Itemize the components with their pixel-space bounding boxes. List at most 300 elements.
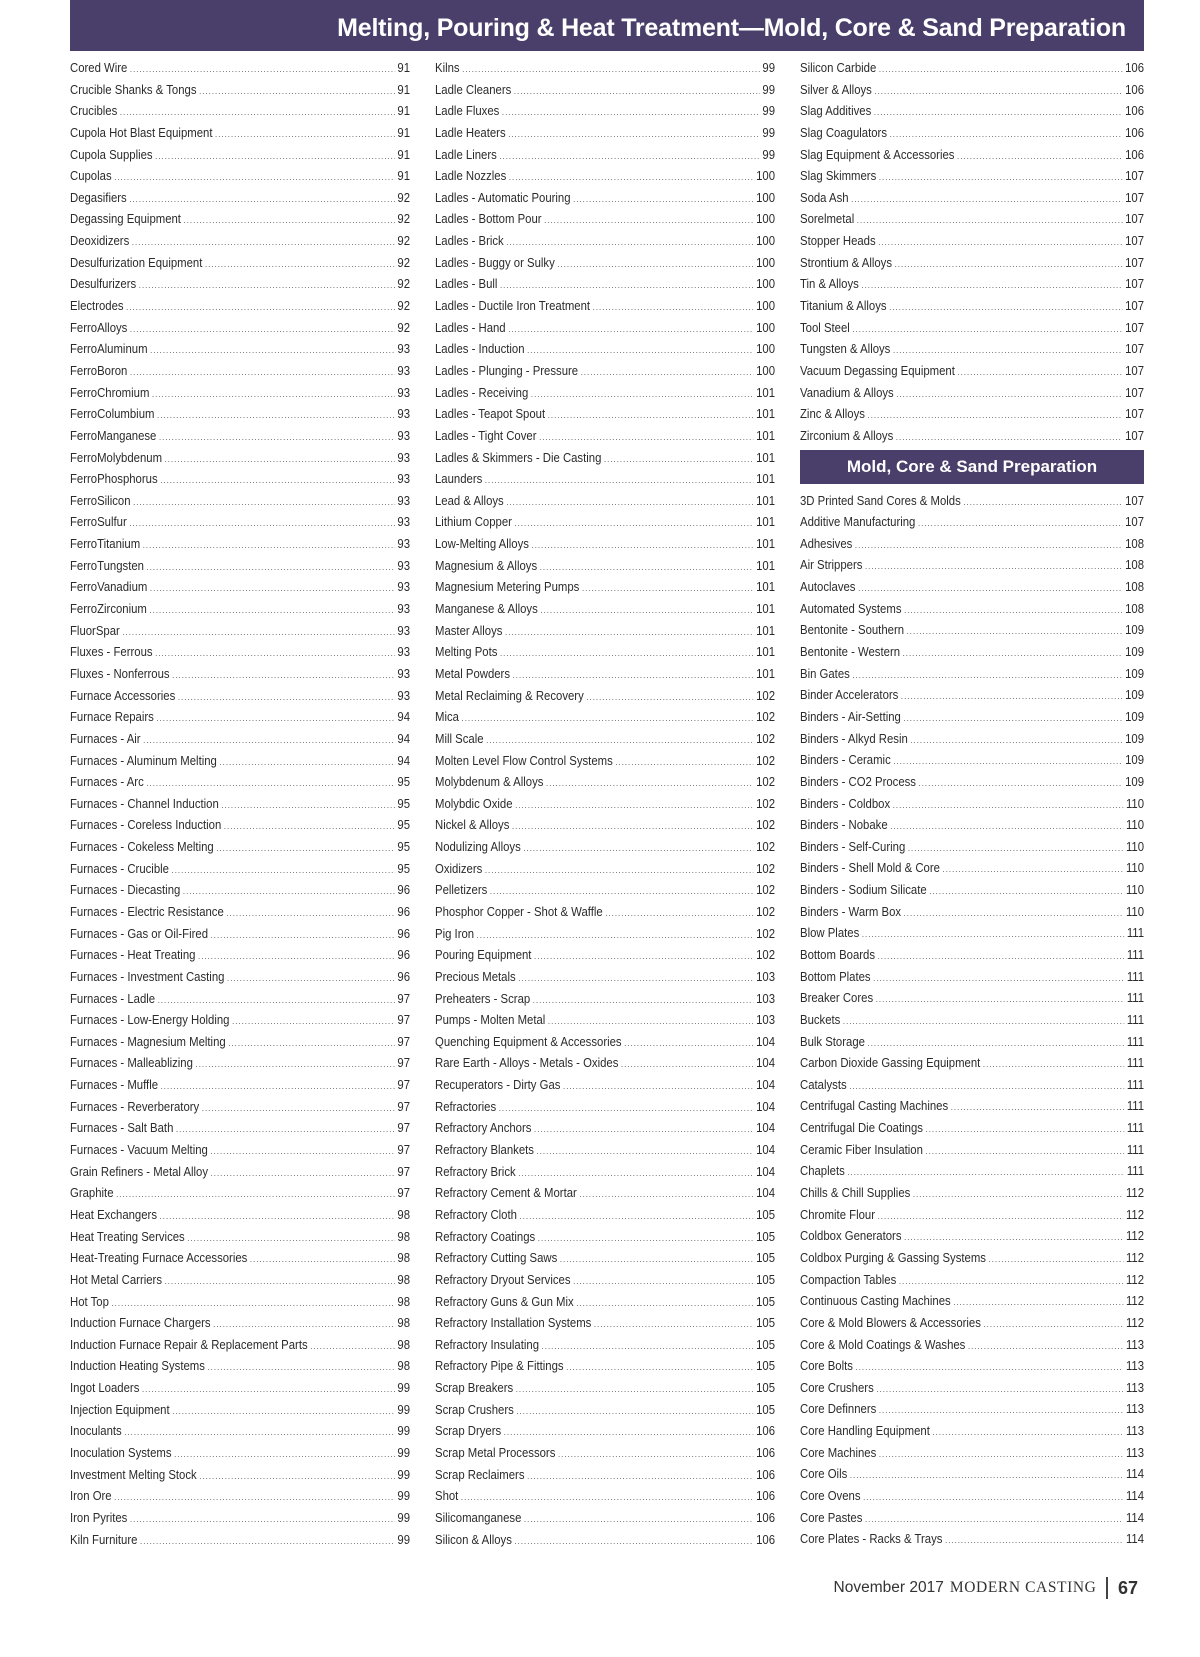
dot-leader — [178, 687, 395, 709]
dot-leader — [160, 1206, 395, 1228]
index-entry — [70, 230, 410, 252]
entry-page-number: 105 — [756, 1358, 776, 1374]
dot-leader — [876, 989, 1125, 1011]
index-entry — [435, 382, 775, 404]
dot-leader — [499, 1098, 754, 1120]
entry-name: Master Alloys — [435, 622, 503, 638]
index-entry — [435, 295, 775, 317]
entry-name: Refractory Blankets — [435, 1142, 534, 1158]
dot-leader — [462, 59, 760, 81]
entry-name: Mill Scale — [435, 730, 484, 746]
entry-name: Nickel & Alloys — [435, 817, 510, 833]
entry-page-number: 111 — [1126, 1076, 1145, 1092]
dot-leader — [890, 124, 1123, 146]
index-entry — [800, 576, 1144, 598]
entry-page-number: 111 — [1126, 925, 1145, 941]
dot-leader — [983, 1054, 1124, 1076]
index-entry — [70, 468, 410, 490]
entry-name: Binders - Air-Setting — [800, 708, 901, 724]
entry-name: Centrifugal Die Coatings — [800, 1120, 923, 1136]
dot-leader — [560, 1249, 754, 1271]
footer-page-number: 67 — [1117, 1577, 1138, 1598]
entry-name: Silver & Alloys — [800, 81, 872, 97]
entry-name: Oxidizers — [435, 860, 483, 876]
dot-leader — [513, 665, 754, 687]
entry-name: Coldbox Purging & Gassing Systems — [800, 1249, 986, 1265]
entry-page-number: 111 — [1126, 1098, 1145, 1114]
entry-name: Magnesium Metering Pumps — [435, 579, 580, 595]
entry-page-number: 107 — [1125, 362, 1145, 378]
dot-leader — [896, 427, 1123, 449]
dot-leader — [858, 578, 1122, 600]
dot-leader — [908, 838, 1124, 860]
entry-name: Chaplets — [800, 1163, 845, 1179]
entry-name: Ladles - Induction — [435, 341, 525, 357]
dot-leader — [146, 773, 395, 795]
dot-leader — [868, 405, 1123, 427]
index-entry — [435, 771, 775, 793]
entry-name: Furnaces - Crucible — [70, 860, 169, 876]
dot-leader — [500, 275, 754, 297]
entry-name: Ladle Heaters — [435, 124, 506, 140]
entry-name: Ladles - Buggy or Sulky — [435, 254, 555, 270]
index-entry — [800, 1204, 1144, 1226]
dot-leader — [863, 1487, 1123, 1509]
entry-page-number: 109 — [1125, 730, 1145, 746]
section-header-mold-core-sand — [800, 450, 1144, 484]
dot-leader — [925, 1141, 1124, 1163]
entry-name: Automated Systems — [800, 600, 902, 616]
dot-leader — [155, 643, 395, 665]
entry-name: Tin & Alloys — [800, 276, 859, 292]
entry-page-number: 111 — [1126, 968, 1145, 984]
entry-name: Ladle Nozzles — [435, 168, 507, 184]
dot-leader — [855, 535, 1123, 557]
index-entry — [800, 814, 1144, 836]
dot-leader — [943, 859, 1124, 881]
dot-leader — [951, 1097, 1125, 1119]
index-entry — [70, 79, 410, 101]
index-entry — [800, 836, 1144, 858]
entry-page-number: 93 — [397, 341, 411, 357]
entry-page-number: 107 — [1125, 341, 1145, 357]
entry-page-number: 107 — [1125, 384, 1145, 400]
entry-page-number: 101 — [756, 471, 776, 487]
entry-name: Electrodes — [70, 298, 124, 314]
entry-name: Catalysts — [800, 1076, 847, 1092]
index-entry — [800, 706, 1144, 728]
dot-leader — [520, 1206, 754, 1228]
index-entry — [800, 144, 1144, 166]
index-entry — [70, 901, 410, 923]
entry-page-number: 91 — [397, 103, 411, 119]
entry-name: Core Bolts — [800, 1358, 853, 1374]
entry-page-number: 99 — [397, 1445, 411, 1460]
dot-leader — [516, 1379, 754, 1401]
index-entry — [800, 1312, 1144, 1334]
entry-page-number: 104 — [756, 1142, 776, 1158]
entry-name: Degassing Equipment — [70, 211, 181, 227]
index-entry — [435, 1182, 775, 1204]
index-entry — [435, 1399, 775, 1421]
entry-name: Bentonite - Western — [800, 644, 901, 660]
index-entry — [70, 1377, 410, 1399]
index-entry — [70, 814, 410, 836]
entry-page-number: 94 — [397, 730, 411, 746]
index-entry — [70, 317, 410, 339]
entry-name: Degasifiers — [70, 189, 127, 205]
entry-name: Furnaces - Reverberatory — [70, 1098, 200, 1114]
index-entry — [435, 252, 775, 274]
dot-leader — [130, 59, 395, 81]
entry-page-number: 114 — [1125, 1488, 1145, 1503]
entry-page-number: 106 — [756, 1509, 776, 1525]
entry-page-number: 99 — [762, 146, 776, 162]
index-entry — [70, 144, 410, 166]
index-entry — [435, 208, 775, 230]
entry-name: Molten Level Flow Control Systems — [435, 752, 613, 768]
dot-leader — [850, 1465, 1124, 1487]
entry-name: FerroSilicon — [70, 492, 131, 508]
entry-page-number: 101 — [756, 557, 776, 573]
page-footer — [834, 1577, 1138, 1599]
entry-page-number: 91 — [397, 81, 411, 97]
dot-leader — [508, 124, 760, 146]
index-entry — [435, 338, 775, 360]
entry-page-number: 105 — [756, 1228, 776, 1244]
entry-page-number: 104 — [756, 1185, 776, 1201]
entry-name: Ladles - Bottom Pour — [435, 211, 542, 227]
entry-page-number: 98 — [397, 1250, 411, 1266]
index-entry — [70, 1312, 410, 1334]
dot-leader — [548, 405, 754, 427]
entry-name: Slag Additives — [800, 103, 872, 119]
index-entry — [70, 555, 410, 577]
index-entry — [435, 555, 775, 577]
index-entry — [70, 663, 410, 685]
index-entry — [435, 685, 775, 707]
dot-leader — [879, 1400, 1124, 1422]
index-entry — [800, 511, 1144, 533]
entry-page-number: 110 — [1125, 882, 1145, 898]
dot-leader — [506, 492, 753, 514]
index-entry — [70, 966, 410, 988]
entry-name: Ladles - Hand — [435, 319, 506, 335]
entry-page-number: 96 — [397, 947, 411, 963]
dot-leader — [953, 1292, 1123, 1314]
entry-page-number: 99 — [397, 1466, 411, 1482]
index-entry — [435, 1507, 775, 1529]
entry-name: 3D Printed Sand Cores & Molds — [800, 492, 961, 508]
dot-leader — [558, 1444, 754, 1466]
dot-leader — [486, 730, 753, 752]
index-entry — [800, 728, 1144, 750]
entry-page-number: 112 — [1125, 1293, 1145, 1309]
entry-name: Sorelmetal — [800, 211, 855, 227]
index-entry — [435, 1291, 775, 1313]
entry-name: Additive Manufacturing — [800, 514, 916, 530]
dot-leader — [509, 167, 754, 189]
entry-name: Launders — [435, 471, 483, 487]
entry-page-number: 103 — [756, 990, 776, 1006]
dot-leader — [211, 1163, 395, 1185]
entry-name: Ladles - Automatic Pouring — [435, 189, 571, 205]
index-entry — [435, 1464, 775, 1486]
entry-name: Grain Refiners - Metal Alloy — [70, 1163, 209, 1179]
entry-page-number: 114 — [1125, 1531, 1145, 1547]
dot-leader — [874, 81, 1122, 103]
index-entry — [800, 1463, 1144, 1485]
entry-name: Carbon Dioxide Gassing Equipment — [800, 1055, 981, 1071]
entry-page-number: 93 — [397, 665, 411, 681]
entry-name: Hot Top — [70, 1293, 109, 1309]
index-entry — [800, 749, 1144, 771]
dot-leader — [485, 470, 754, 492]
entry-page-number: 112 — [1125, 1206, 1145, 1222]
index-entry — [70, 620, 410, 642]
entry-name: Binders - Nobake — [800, 817, 888, 833]
entry-name: Air Strippers — [800, 557, 863, 573]
entry-name: Refractory Anchors — [435, 1120, 532, 1136]
dot-leader — [232, 1011, 395, 1033]
index-entry — [800, 879, 1144, 901]
dot-leader — [903, 708, 1122, 730]
entry-name: Ladles - Teapot Spout — [435, 406, 546, 422]
dot-leader — [132, 232, 395, 254]
entry-page-number: 98 — [397, 1206, 411, 1222]
index-entry — [435, 317, 775, 339]
index-entry — [800, 901, 1144, 923]
index-entry — [435, 230, 775, 252]
index-entry — [800, 57, 1144, 79]
entry-page-number: 111 — [1126, 1141, 1145, 1157]
entry-page-number: 95 — [397, 774, 411, 790]
entry-page-number: 92 — [397, 298, 411, 314]
entry-name: Induction Heating Systems — [70, 1358, 205, 1374]
entry-page-number: 111 — [1126, 946, 1145, 962]
dot-leader — [901, 686, 1123, 708]
index-entry — [435, 641, 775, 663]
dot-leader — [514, 81, 760, 103]
entry-page-number: 100 — [756, 254, 776, 270]
index-entry — [800, 771, 1144, 793]
entry-name: Tool Steel — [800, 319, 850, 335]
entry-page-number: 93 — [397, 406, 411, 422]
index-entry — [70, 944, 410, 966]
entry-name: Refractory Insulating — [435, 1336, 540, 1352]
index-entry — [435, 1226, 775, 1248]
index-entry — [800, 360, 1144, 382]
entry-name: Zinc & Alloys — [800, 406, 865, 422]
index-entry — [435, 598, 775, 620]
entry-name: Coldbox Generators — [800, 1228, 902, 1244]
dot-leader — [573, 189, 753, 211]
entry-name: Cupola Hot Blast Equipment — [70, 124, 213, 140]
index-entry — [70, 425, 410, 447]
entry-name: Pig Iron — [435, 925, 475, 941]
entry-page-number: 99 — [397, 1401, 411, 1417]
entry-name: Soda Ash — [800, 189, 849, 205]
index-entry — [70, 1031, 410, 1053]
dot-leader — [499, 146, 759, 168]
entry-name: Ladle Liners — [435, 146, 497, 162]
index-entry — [70, 1161, 410, 1183]
entry-name: FerroAlloys — [70, 319, 128, 335]
dot-leader — [878, 232, 1122, 254]
entry-name: Rare Earth - Alloys - Metals - Oxides — [435, 1055, 619, 1071]
index-entry — [800, 295, 1144, 317]
dot-leader — [926, 1119, 1125, 1141]
entry-name: Ladles - Plunging - Pressure — [435, 362, 579, 378]
dot-leader — [506, 232, 753, 254]
index-entry — [435, 663, 775, 685]
entry-page-number: 107 — [1125, 276, 1145, 292]
entry-name: Desulfurization Equipment — [70, 254, 203, 270]
dot-leader — [581, 362, 754, 384]
dot-leader — [228, 1033, 395, 1055]
entry-page-number: 103 — [756, 968, 776, 984]
dot-leader — [843, 1011, 1124, 1033]
entry-page-number: 104 — [756, 1163, 776, 1179]
index-entry — [70, 382, 410, 404]
index-entry — [435, 620, 775, 642]
entry-page-number: 107 — [1125, 211, 1145, 227]
entry-page-number: 98 — [397, 1315, 411, 1331]
entry-page-number: 102 — [756, 860, 776, 876]
dot-leader — [142, 1379, 395, 1401]
entry-name: Furnace Accessories — [70, 687, 176, 703]
entry-page-number: 109 — [1125, 752, 1145, 768]
entry-name: Zirconium & Alloys — [800, 427, 894, 443]
dot-leader — [862, 924, 1124, 946]
entry-page-number: 93 — [397, 601, 411, 617]
entry-name: Furnaces - Air — [70, 730, 141, 746]
dot-leader — [542, 1336, 754, 1358]
entry-name: Furnaces - Arc — [70, 774, 144, 790]
index-entry — [70, 1420, 410, 1442]
dot-leader — [147, 557, 395, 579]
dot-leader — [566, 1357, 753, 1379]
entry-name: Cored Wire — [70, 60, 128, 75]
index-entry — [70, 252, 410, 274]
entry-name: Recuperators - Dirty Gas — [435, 1077, 561, 1093]
entry-page-number: 101 — [756, 384, 776, 400]
entry-name: Pelletizers — [435, 882, 488, 898]
dot-leader — [878, 946, 1125, 968]
entry-name: Vanadium & Alloys — [800, 384, 894, 400]
entry-page-number: 106 — [1125, 60, 1145, 75]
entry-name: Ingot Loaders — [70, 1380, 140, 1396]
index-entry — [800, 1334, 1144, 1356]
dot-leader — [500, 643, 754, 665]
dot-leader — [211, 925, 395, 947]
dot-leader — [143, 535, 395, 557]
index-entry — [435, 858, 775, 880]
entry-name: Mica — [435, 709, 459, 725]
dot-leader — [165, 1271, 395, 1293]
dot-leader — [849, 1076, 1124, 1098]
entry-name: Titanium & Alloys — [800, 298, 887, 314]
entry-name: Iron Ore — [70, 1488, 112, 1504]
entry-page-number: 97 — [397, 1077, 411, 1093]
entry-page-number: 93 — [397, 471, 411, 487]
index-entry — [435, 1161, 775, 1183]
index-entry — [800, 317, 1144, 339]
entry-page-number: 101 — [756, 514, 776, 530]
entry-page-number: 101 — [756, 579, 776, 595]
dot-leader — [910, 730, 1122, 752]
entry-name: Preheaters - Scrap — [435, 990, 531, 1006]
entry-page-number: 105 — [756, 1293, 776, 1309]
entry-name: Refractory Guns & Gun Mix — [435, 1293, 574, 1309]
dot-leader — [918, 513, 1123, 535]
entry-name: Core & Mold Blowers & Accessories — [800, 1314, 981, 1330]
entry-name: Nodulizing Alloys — [435, 839, 521, 855]
page-header-bar — [70, 0, 1144, 51]
dot-leader — [129, 189, 395, 211]
index-entry — [800, 619, 1144, 641]
entry-name: Binders - Shell Mold & Core — [800, 860, 940, 876]
index-entry — [70, 1074, 410, 1096]
index-entry — [800, 663, 1144, 685]
dot-leader — [461, 1487, 754, 1509]
entry-name: Cupola Supplies — [70, 146, 153, 162]
dot-leader — [215, 124, 395, 146]
dot-leader — [160, 470, 395, 492]
dot-leader — [861, 275, 1122, 297]
entry-page-number: 93 — [397, 449, 411, 465]
entry-name: Core Handling Equipment — [800, 1423, 930, 1439]
dot-leader — [310, 1336, 395, 1358]
entry-name: Furnaces - Gas or Oil-Fired — [70, 925, 209, 941]
index-entry — [800, 165, 1144, 187]
entry-page-number: 113 — [1125, 1444, 1145, 1460]
index-entry — [435, 1052, 775, 1074]
entry-page-number: 101 — [756, 536, 776, 552]
dot-leader — [968, 1336, 1123, 1358]
entry-name: Core Pastes — [800, 1509, 863, 1525]
dot-leader — [904, 600, 1122, 622]
entry-name: Melting Pots — [435, 644, 498, 660]
dot-leader — [852, 665, 1122, 687]
entry-name: Metal Reclaiming & Recovery — [435, 687, 584, 703]
dot-leader — [913, 1184, 1123, 1206]
entry-name: Molybdic Oxide — [435, 795, 513, 811]
entry-page-number: 109 — [1125, 644, 1145, 660]
entry-name: Furnaces - Aluminum Melting — [70, 752, 217, 768]
entry-page-number: 92 — [397, 189, 411, 205]
index-entry — [70, 1464, 410, 1486]
entry-page-number: 111 — [1126, 1011, 1145, 1027]
dot-leader — [893, 751, 1122, 773]
entry-page-number: 99 — [762, 60, 776, 75]
dot-leader — [129, 513, 395, 535]
index-entry — [800, 425, 1144, 447]
section-title: Mold, Core & Sand Preparation — [846, 456, 1098, 476]
index-entry — [435, 57, 775, 79]
entry-name: FerroBoron — [70, 362, 128, 378]
index-entry — [435, 100, 775, 122]
index-entry — [70, 490, 410, 512]
dot-leader — [152, 384, 395, 406]
dot-leader — [890, 816, 1123, 838]
dot-leader — [903, 643, 1123, 665]
entry-page-number: 96 — [397, 903, 411, 919]
index-entry — [800, 490, 1144, 512]
entry-page-number: 107 — [1125, 492, 1145, 508]
dot-leader — [111, 1293, 394, 1315]
entry-page-number: 105 — [756, 1315, 776, 1331]
